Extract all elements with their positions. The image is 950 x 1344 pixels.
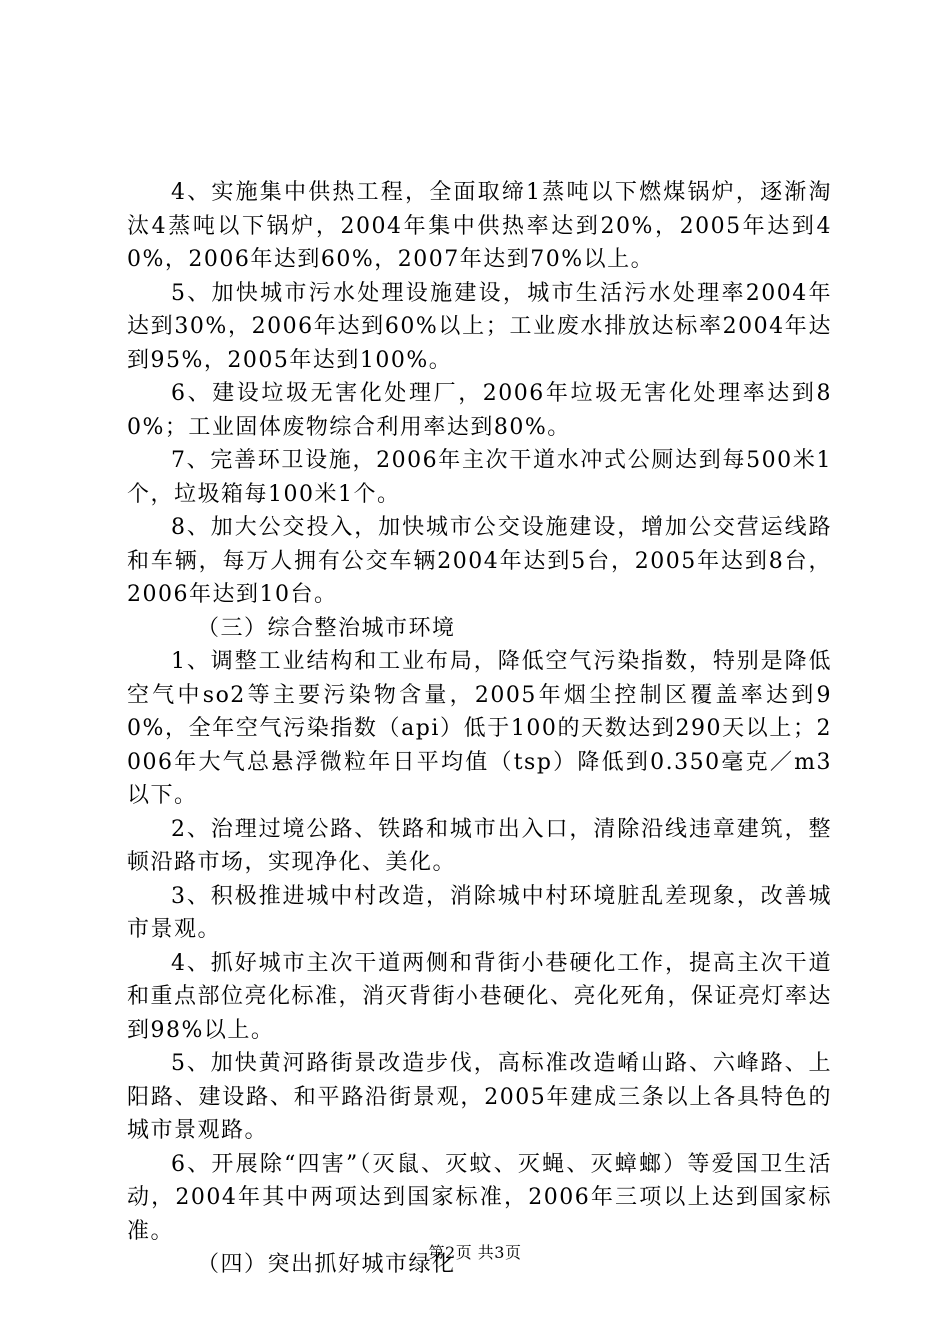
- paragraph-item-5-streetscape: 5、加快黄河路街景改造步伐，高标准改造崤山路、六峰路、上阳路、建设路、和平路沿街景观，2005年建成三条以上各具特色的城市景观路。: [127, 1051, 832, 1143]
- paragraph-item-1-air: 1、调整工业结构和工业布局，降低空气污染指数，特别是降低空气中so2等主要污染物含量，2005年烟尘控制区覆盖率达到90%，全年空气污染指数（api）低于100的天数达到290天以上；2006年大气总悬浮微粒年日平均值（tsp）降低到0.350毫克／m3以下。: [127, 649, 832, 808]
- paragraph-item-3-villages: 3、积极推进城中村改造，消除城中村环境脏乱差现象，改善城市景观。: [127, 883, 832, 942]
- paragraph-item-6-hygiene: 6、开展除“四害”（灭鼠、灭蚊、灭蝇、灭蟑螂）等爱国卫生活动，2004年其中两项达到国家标准，2006年三项以上达到国家标准。: [127, 1151, 832, 1244]
- paragraph-item-8-transit: 8、加大公交投入，加快城市公交设施建设，增加公交营运线路和车辆，每万人拥有公交车辆2004年达到5台，2005年达到8台，2006年达到10台。: [127, 515, 832, 607]
- paragraph-item-7-sanitation: 7、完善环卫设施，2006年主次干道水冲式公厕达到每500米1个，垃圾箱每100米1个。: [127, 448, 832, 507]
- paragraph-item-2-roads: 2、治理过境公路、铁路和城市出入口，清除沿线违章建筑，整顿沿路市场，实现净化、美化。: [127, 816, 832, 875]
- paragraph-item-4-lighting: 4、抓好城市主次干道两侧和背街小巷硬化工作，提高主次干道和重点部位亮化标准，消灭背街小巷硬化、亮化死角，保证亮灯率达到98%以上。: [127, 950, 833, 1043]
- page-footer: 第2页 共3页: [428, 1243, 522, 1262]
- section-heading-4: （四）突出抓好城市绿化: [197, 1252, 456, 1277]
- paragraph-item-4-heating: 4、实施集中供热工程，全面取缔1蒸吨以下燃煤锅炉，逐渐淘汰4蒸吨以下锅炉，2004年集中供热率达到20%，2005年达到40%，2006年达到60%，2007年达到70%以上。: [127, 180, 832, 272]
- paragraph-item-6-garbage: 6、建设垃圾无害化处理厂，2006年垃圾无害化处理率达到80%；工业固体废物综合利用率达到80%。: [127, 381, 832, 440]
- document-body: [127, 176, 832, 1282]
- section-heading-3: （三）综合整治城市环境: [197, 615, 456, 641]
- paragraph-item-5-sewage: 5、加快城市污水处理设施建设，城市生活污水处理率2004年达到30%，2006年达到60%以上；工业废水排放达标率2004年达到95%，2005年达到100%。: [127, 280, 832, 373]
